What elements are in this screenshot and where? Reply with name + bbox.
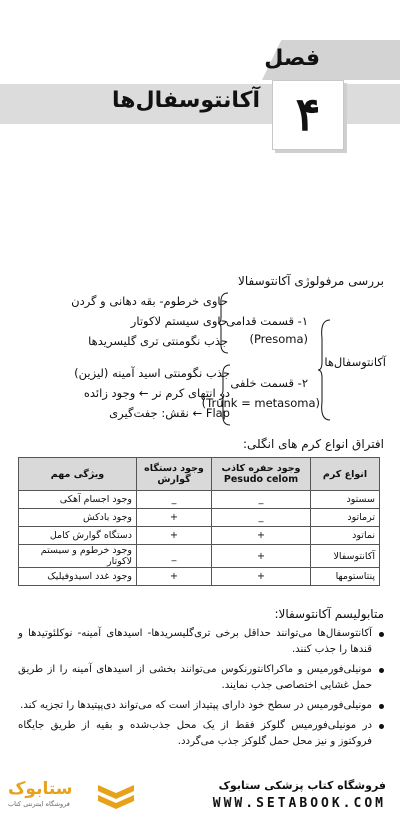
- back-item-2: در انتهای کرم نر ← وجود زائده: [83, 386, 230, 400]
- cell-cavity: +: [212, 568, 311, 586]
- cell-cavity: +: [212, 527, 311, 545]
- back-item-3: Flap ← نقش: جفت‌گیری: [109, 406, 230, 420]
- cell-type: سستود: [311, 491, 380, 509]
- footer: [0, 773, 400, 817]
- table-row: [19, 568, 380, 586]
- cell-digestive: +: [137, 527, 212, 545]
- list-item: مونیلی‌فورمیس در سطح خود دارای پپتیداز است که می‌تواند دی‌پپتیدها را تجزیه کند.: [18, 698, 386, 714]
- table-row: [19, 545, 380, 568]
- cell-cavity: _: [212, 491, 311, 509]
- table-row: [19, 509, 380, 527]
- back-term: (Trunk = metasoma): [201, 396, 320, 410]
- cell-feature: وجود بادکش: [19, 509, 137, 527]
- list-item: مونیلی‌فورمیس و ماکراکانتورنکوس می‌توانند بخشی از اسیدهای آمینه را از طریق حمل غشایی اختصاصی جذب نمایند.: [18, 662, 386, 694]
- cell-feature: وجود غدد اسیدوفیلیک: [19, 568, 137, 586]
- chapter-number: ۴: [272, 80, 344, 150]
- cell-digestive: +: [137, 509, 212, 527]
- cell-cavity: +: [212, 545, 311, 568]
- cell-digestive: _: [137, 491, 212, 509]
- worm-types-table: [18, 457, 380, 586]
- list-item: آکانتوسفال‌ها می‌توانند حداقل برخی تری‌گلیسریدها- اسیدهای آمینه- نوکلئوتیدها و قندها را جذب کنند.: [18, 626, 386, 658]
- book-logo-icon: [96, 777, 136, 813]
- cell-feature: دستگاه گوارش کامل: [19, 527, 137, 545]
- back-item-1: جذب نگومنتی اسید آمینه (لیزین): [74, 366, 230, 380]
- front-item-3: جذب نگومنتی تری گلیسریدها: [88, 334, 228, 348]
- front-term: (Presoma): [249, 332, 308, 346]
- chapter-word: فصل: [264, 46, 320, 71]
- store-line: فروشگاه کتاب پزشکی ستابوک: [218, 779, 386, 792]
- logo-text: ستابوک: [8, 779, 73, 799]
- table-row: [19, 491, 380, 509]
- morphology-heading: بررسی مرفولوژی آکانتوسفالا: [238, 274, 384, 288]
- front-item-1: حاوی خرطوم- بقه دهانی و گردن: [71, 294, 228, 308]
- front-title: ۱- قسمت قدامی: [226, 314, 308, 328]
- cell-digestive: _: [137, 545, 212, 568]
- metabolism-list: [18, 626, 386, 754]
- root-brace: [318, 318, 332, 422]
- back-title: ۲- قسمت خلفی: [230, 376, 308, 390]
- chapter-title: آکانتوسفال‌ها: [112, 88, 260, 113]
- morphology-root: آکانتوسفال‌ها: [324, 355, 386, 369]
- col-type-header: انواع کرم: [311, 458, 380, 491]
- metabolism-heading: متابولیسم آکانتوسفالا:: [274, 607, 384, 621]
- logo-subtext: فروشگاه اینترنتی کتاب: [8, 800, 70, 808]
- table-row: [19, 527, 380, 545]
- list-item: در مونیلی‌فورمیس گلوکز فقط از یک محل جذب‌شده و بقیه از طریق جایگاه فروکتوز و نیز محل حمل گلوکز جذب می‌گردد.: [18, 718, 386, 750]
- cell-type: پنتاستومها: [311, 568, 380, 586]
- table-header-row: [19, 458, 380, 491]
- col-digestive-header: وجود دستگاه گوارش: [137, 458, 212, 491]
- store-url[interactable]: WWW.SETABOOK.COM: [212, 796, 386, 811]
- cell-type: نماتود: [311, 527, 380, 545]
- cell-feature: وجود اجسام آهکی: [19, 491, 137, 509]
- cell-type: ترماتود: [311, 509, 380, 527]
- front-item-2: حاوی سیستم لاکوتار: [130, 314, 228, 328]
- cell-type: آکانتوسفالا: [311, 545, 380, 568]
- cell-digestive: +: [137, 568, 212, 586]
- cell-feature: وجود خرطوم و سیستم لاکوتار: [19, 545, 137, 568]
- table-heading: افتراق انواع کرم های انگلی:: [242, 437, 384, 451]
- cell-cavity: _: [212, 509, 311, 527]
- col-feature-header: ویژگی مهم: [19, 458, 137, 491]
- col-cavity-header: وجود حفره کاذب Pesudo celom: [212, 458, 311, 491]
